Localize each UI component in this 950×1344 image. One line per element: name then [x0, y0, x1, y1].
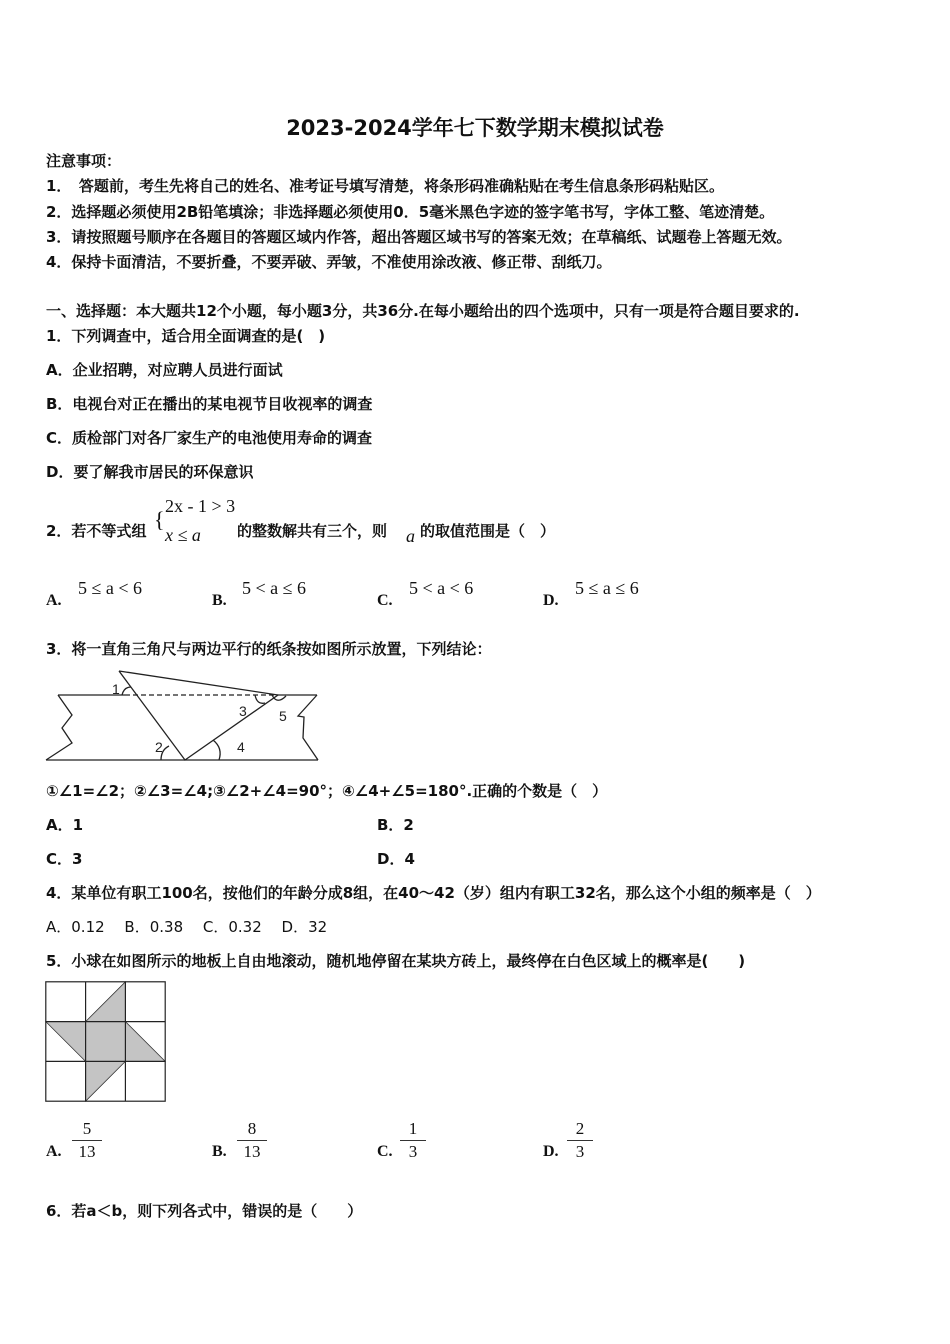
q3-option-d: D．4 — [377, 850, 415, 868]
q2-option-d-letter: D. — [543, 592, 559, 609]
q1-option-d: D．要了解我市居民的环保意识 — [46, 463, 254, 481]
q2-option-a-letter: A. — [46, 592, 62, 609]
q5-option-a-fraction — [72, 1118, 102, 1163]
q3-option-b: B．2 — [377, 816, 414, 834]
q2-eq2: x ≤ a — [165, 525, 201, 545]
page-title: 2023-2024学年七下数学期末模拟试卷 — [286, 116, 664, 140]
q4-stem: 4．某单位有职工100名，按他们的年龄分成8组，在40～42（岁）组内有职工32名，那么这个小组的频率是（ ） — [46, 884, 821, 902]
q5-option-c-letter: C. — [377, 1143, 393, 1160]
angle-label-3: 3 — [239, 703, 247, 719]
denominator: 3 — [408, 1142, 418, 1161]
q5-option-a-letter: A. — [46, 1143, 62, 1160]
angle-label-5: 5 — [279, 708, 287, 724]
q2-suffix: 的取值范围是（ ） — [420, 522, 556, 540]
angle-label-1: 1 — [112, 681, 120, 697]
note-item: 3．请按照题号顺序在各题目的答题区域内作答，超出答题区域书写的答案无效；在草稿纸、试题卷上答题无效。 — [46, 228, 792, 246]
angle-label-2: 2 — [155, 739, 163, 755]
q5-stem: 5．小球在如图所示的地板上自由地滚动，随机地停留在某块方砖上，最终停在白色区域上的概率是( ) — [46, 952, 746, 970]
denominator: 3 — [575, 1142, 585, 1161]
numerator: 2 — [567, 1118, 593, 1141]
q2-option-c-expr: 5 < a < 6 — [409, 578, 474, 598]
denominator: 13 — [78, 1142, 96, 1161]
q2-prefix: 2．若不等式组 — [46, 522, 147, 540]
q5-option-d-letter: D. — [543, 1143, 559, 1160]
q3-option-a: A．1 — [46, 816, 84, 834]
q1-option-a: A．企业招聘，对应聘人员进行面试 — [46, 361, 283, 379]
numerator: 5 — [72, 1118, 102, 1141]
q2-eq1: 2x - 1 > 3 — [165, 496, 236, 516]
q1-option-b: B．电视台对正在播出的某电视节目收视率的调查 — [46, 395, 373, 413]
q2-option-a-expr: 5 ≤ a < 6 — [78, 578, 143, 598]
note-item: 2．选择题必须使用2B铅笔填涂；非选择题必须使用0．5毫米黑色字迹的签字笔书写，字体工整、笔迹清楚。 — [46, 203, 775, 221]
q1-option-c: C．质检部门对各厂家生产的电池使用寿命的调查 — [46, 429, 373, 447]
q2-var: a — [406, 526, 415, 546]
q3-statements: ①∠1=∠2；②∠3=∠4;③∠2+∠4=90°；④∠4+∠5=180°.正确的个数是（ ） — [46, 782, 608, 800]
brace: { — [154, 507, 165, 532]
q2-option-d-expr: 5 ≤ a ≤ 6 — [575, 578, 639, 598]
q5-option-d-fraction — [567, 1118, 593, 1163]
q3-stem: 3．将一直角三角尺与两边平行的纸条按如图所示放置，下列结论： — [46, 640, 492, 658]
q6-stem: 6．若a＜b，则下列各式中，错误的是（ ） — [46, 1202, 363, 1220]
denominator: 13 — [243, 1142, 261, 1161]
q3-figure — [40, 660, 340, 770]
note-item: 1． 答题前，考生先将自己的姓名、准考证号填写清楚，将条形码准确粘贴在考生信息条形码粘贴区。 — [46, 177, 724, 195]
notes-heading: 注意事项： — [46, 152, 122, 170]
q2-mid: 的整数解共有三个，则 — [237, 522, 388, 540]
q3-option-c: C．3 — [46, 850, 83, 868]
note-item: 4．保持卡面清洁，不要折叠，不要弄破、弄皱，不准使用涂改液、修正带、刮纸刀。 — [46, 253, 612, 271]
angle-label-4: 4 — [237, 739, 245, 755]
q2-option-b-expr: 5 < a ≤ 6 — [242, 578, 307, 598]
q5-option-b-fraction — [237, 1118, 267, 1163]
q4-options: A．0.12 B．0.38 C．0.32 D．32 — [46, 918, 328, 936]
section-heading: 一、选择题：本大题共12个小题，每小题3分，共36分.在每小题给出的四个选项中，只有一项是符合题目要求的. — [46, 302, 800, 320]
q5-tile-grid — [45, 981, 166, 1102]
q5-option-c-fraction — [400, 1118, 426, 1163]
numerator: 1 — [400, 1118, 426, 1141]
q2-option-b-letter: B. — [212, 592, 227, 609]
q2-option-c-letter: C. — [377, 592, 393, 609]
q5-option-b-letter: B. — [212, 1143, 227, 1160]
numerator: 8 — [237, 1118, 267, 1141]
q1-stem: 1．下列调查中，适合用全面调查的是( ) — [46, 327, 326, 345]
